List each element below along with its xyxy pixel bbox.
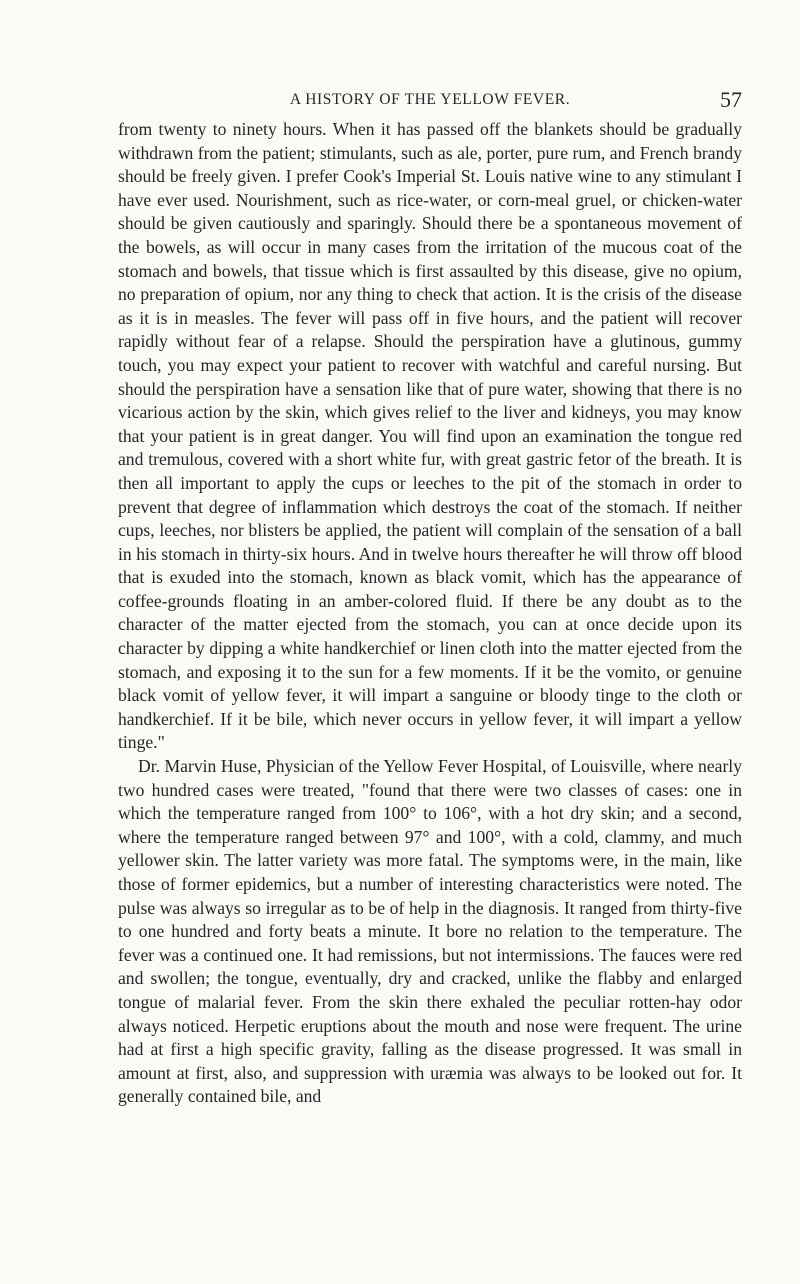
running-head — [118, 87, 742, 117]
page-number: 57 — [720, 87, 742, 112]
paragraph-1: from twenty to ninety hours. When it has passed off the blankets should be gradually withdrawn from the patient; stimulants, such as ale, porter, pure rum, and French brandy should be freely given. I prefer Cook's Imperial St. Louis native wine to any stimulant I have ever used. Nourishment, such as rice-water, or corn-meal gruel, or chicken-water should be given cautiously and sparingly. Should there be a spontaneous movement of the bowels, as will occur in many cases from the irritation of the mucous coat of the stomach and bowels, that tissue which is first assaulted by this disease, give no opium, no preparation of opium, nor any thing to check that action. It is the crisis of the disease as it is in measles. The fever will pass off in five hours, and the patient will recover rapidly without fear of a relapse. Should the perspiration have a glutinous, gummy touch, you may expect your patient to recover with watchful and careful nursing. But should the perspiration have a sensation like that of pure water, showing that there is no vicarious action by the skin, which gives relief to the liver and kidneys, you may know that your patient is in great danger. You will find upon an examination the tongue red and tremulous, covered with a short white fur, with great gastric fetor of the breath. It is then all important to apply the cups or leeches to the pit of the stomach in order to prevent that degree of inflammation which destroys the coat of the stomach. If neither cups, leeches, nor blisters be applied, the patient will complain of the sensation of a ball in his stomach in thirty-six hours. And in twelve hours thereafter he will throw off blood that is exuded into the stomach, known as black vomit, which has the appearance of coffee-grounds floating in an amber-colored fluid. If there be any doubt as to the character of the matter ejected from the stomach, you can at once decide upon its character by dipping a white handkerchief or linen cloth into the matter ejected from the stomach, and exposing it to the sun for a few moments. If it be the vomito, or genuine black vomit of yellow fever, it will impart a sanguine or bloody tinge to the cloth or handkerchief. If it be bile, which never occurs in yellow fever, it will impart a yellow tinge." — [118, 119, 742, 753]
running-title: A HISTORY OF THE YELLOW FEVER. — [289, 91, 571, 108]
body-text — [118, 118, 742, 1109]
paragraph-2: Dr. Marvin Huse, Physician of the Yellow Fever Hospital, of Louisville, where nearly two hundred cases were treated, "found that there were two classes of cases: one in which the temperature ranged from 100° to 106°, with a hot dry skin; and a second, where the temperature ranged between 97° and 100°, with a cold, clammy, and much yellower skin. The latter variety was more fatal. The symptoms were, in the main, like those of former epidemics, but a number of interesting characteristics were noted. The pulse was always so irregular as to be of help in the diagnosis. It ranged from thirty-five to one hundred and forty beats a minute. It bore no relation to the temperature. The fever was a continued one. It had remissions, but not intermissions. The fauces were red and swollen; the tongue, eventually, dry and cracked, unlike the flabby and enlarged tongue of malarial fever. From the skin there exhaled the peculiar rotten-hay odor always noticed. Herpetic eruptions about the mouth and nose were frequent. The urine had at first a high specific gravity, falling as the disease progressed. It was small in amount at first, also, and suppression with uræmia was always to be looked out for. It generally contained bile, and — [118, 756, 742, 1107]
